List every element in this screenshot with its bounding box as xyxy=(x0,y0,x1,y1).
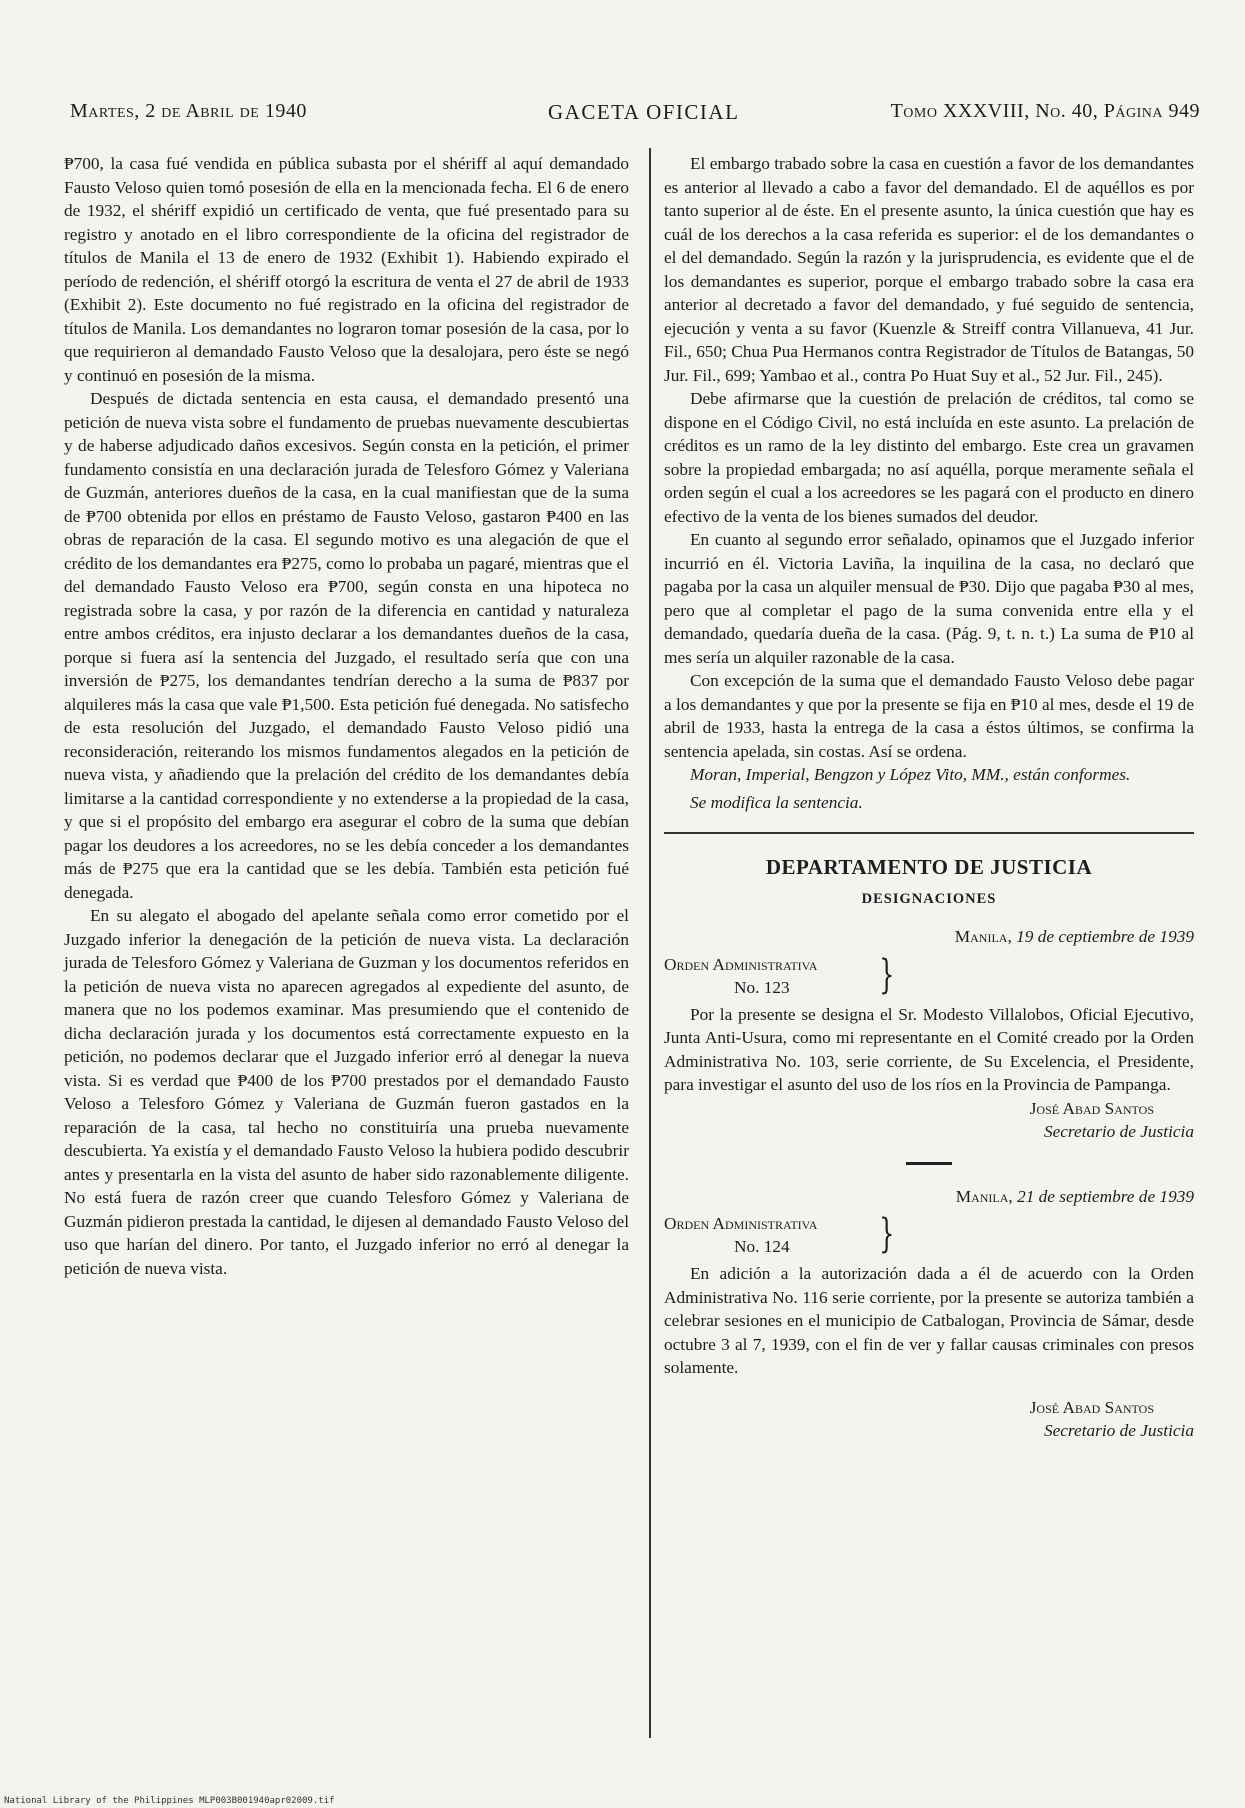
column-divider xyxy=(649,148,651,1738)
order-body: En adición a la autorización dada a él de acuerdo con la Orden Administrativa No. 116 serie corriente, por la presente se autoriza también a celebrar sesiones en el municipio de Catbalogan, Provincia de Sámar, desde octubre 3 al 7, 1939, con el fin de ver y fallar causas criminales con presos solamente. xyxy=(664,1264,1194,1377)
administrative-order xyxy=(664,925,1194,1144)
order-heading xyxy=(664,953,1194,1001)
right-paragraph: El embargo trabado sobre la casa en cuestión a favor de los demandantes es anterior al llevado a cabo a favor del demandado. El de aquéllos es por tanto superior al de éste. En el presente asunto, la única cuestión que hay es cuál de los derechos a la casa referida es superior: el de los demandantes o el del demandado. Según la razón y la jurisprudencia, es evidente que el de los demandantes es superior, porque el embargo trabado sobre la casa era anterior al decretado a favor del demandado, y fué seguido de sentencia, ejecución y venta a su favor (Kuenzle & Streiff contra Villanueva, 41 Jur. Fil., 650; Chua Pua Hermanos contra Registrador de Títulos de Batangas, 50 Jur. Fil., 699; Yambao et al., contra Po Huat Suy et al., 52 Jur. Fil., 245). xyxy=(664,154,1194,385)
administrative-order xyxy=(664,1185,1194,1443)
header-volume-page: Tomo XXXVIII, No. 40, Página 949 xyxy=(890,100,1200,122)
order-signer-title: Secretario de Justicia xyxy=(1043,1421,1194,1440)
order-heading xyxy=(664,1212,1194,1260)
order-signer: José Abad Santos xyxy=(1029,1098,1154,1118)
order-separator xyxy=(906,1162,952,1165)
order-label: Orden Administrativa xyxy=(664,954,818,974)
page-header xyxy=(70,100,1200,130)
right-paragraph: Con excepción de la suma que el demandado Fausto Veloso debe pagar a los demandantes y que por la presente se fija en ₱10 al mes, desde el 19 de abril de 1933, hasta la entrega de la casa a éstos últimos, se confirma la sentencia apelada, sin costas. Así se ordena. xyxy=(664,671,1194,761)
order-label: Orden Administrativa xyxy=(664,1214,818,1233)
archive-stamp: National Library of the Philippines MLP003B001940apr02009.tif xyxy=(4,1796,335,1806)
header-publication: GACETA OFICIAL xyxy=(548,100,740,124)
left-paragraph: Después de dictada sentencia en esta causa, el demandado presentó una petición de nueva vista sobre el fundamento de pruebas nuevamente descubiertas y de haberse adjudicado daños excesivos. Según consta en la petición, el primer fundamento consistía en una declaración jurada de Telesforo Gómez y Valeriana de Guzmán, anteriores dueños de la casa, en la cual manifiestan que de la suma de ₱700 obtenida por ellos en préstamo de Fausto Veloso, gastaron ₱400 en las obras de reparación de la casa. El segundo motivo es una alegación de que el crédito de los demandantes era ₱275, como lo probaba un pagaré, mientras que el del demandado Fausto Veloso era ₱700, según consta en una hipoteca no registrada sobre la casa, y por razón de la diferencia en cantidad y naturaleza entre ambos créditos, era injusto declarar a los demandantes dueños de la casa, porque si fuera así la sentencia del Juzgado, el resultado sería que con una inversión de ₱275, los demandantes tendrían derecho a la suma de ₱837 por alquileres más la casa que vale ₱1,500. Esta petición fué denegada. No satisfecho de esta resolución del Juzgado, el demandado Fausto Veloso pidió una reconsideración, reiterando los mismos fundamentos alegados en la petición de nueva vista, y añadiendo que la prelación del crédito de los demandantes debía limitarse a la cantidad correspondiente y no extenderse a la propiedad de la casa, y que si el propósito del embargo era asegurar el cobro de la suma que debían pagar los deudores a los acreedores, no se les debía conceder a los demandantes más de ₱275 que era la cantidad que se les debía. También esta petición fué denegada. xyxy=(64,389,629,902)
right-column xyxy=(664,152,1194,1443)
order-signer: José Abad Santos xyxy=(1029,1397,1154,1417)
order-body: Por la presente se designa el Sr. Modesto Villalobos, Oficial Ejecutivo, Junta Anti-Usura, como mi representante en el Comité creado por la Orden Administrativa No. 103, serie corriente, de Su Excelencia, el Presidente, para investigar el asunto del uso de los ríos en la Provincia de Pampanga. xyxy=(664,1004,1194,1094)
header-date: Martes, 2 de Abril de 1940 xyxy=(70,100,307,122)
right-paragraph: Debe afirmarse que la cuestión de prelación de créditos, tal como se dispone en el Código Civil, no está incluída en este asunto. La prelación de créditos es un ramo de la ley distinto del embargo. Este crea un gravamen sobre la propiedad embargada; no así aquélla, porque meramente señala el orden según el cual a los acreedores se les pagará con el producto en dinero efectivo de la venta de los bienes sumados del deudor. xyxy=(664,389,1194,526)
brace-glyph: } xyxy=(879,951,895,998)
department-title: DEPARTAMENTO DE JUSTICIA xyxy=(765,855,1093,879)
left-paragraph: En su alegato el abogado del apelante señala como error cometido por el Juzgado inferior la denegación de la petición de nueva vista. La declaración jurada de Telesforo Gómez y Valeriana de Guzman y los documentos referidos en la petición de nueva vista no aparecen agregados al expediente del asunto, de manera que no los podemos examinar. Mas presumiendo que el contenido de dicha declaración jurada y los documentos está correctamente expuesto en la petición, no podemos declarar que el Juzgado inferior erró al denegar la nueva vista. Si es verdad que ₱400 de los ₱700 prestados por el demandado Fausto Veloso a Telesforo Gómez y Valeriana de Guzmán fueron gastados en la reparación de la casa, tal hecho no constituiría una prueba nuevamente descubierta. Ya existía y el demandado Fausto Veloso la hubiera podido descubrir antes y presentarla en la vista del asunto de haber sido razonablemente diligente. No está fuera de razón creer que cuando Telesforo Gómez y Valeriana de Guzmán pidieron prestada la cantidad, le dijesen al demandado Fausto Veloso del uso que harían del dinero. Por tanto, el Juzgado inferior no erró al denegar la petición de nueva vista. xyxy=(64,906,629,1278)
order-dateline xyxy=(664,1185,1194,1209)
order-number: No. 124 xyxy=(734,1237,790,1256)
order-number: No. 123 xyxy=(734,977,790,997)
result-line: Se modifica la sentencia. xyxy=(690,792,863,812)
right-paragraph: En cuanto al segundo error señalado, opinamos que el Juzgado inferior incurrió en él. Victoria Laviña, la inquilina de la casa, no declaró que pagaba por la casa un alquiler mensual de ₱30. Dijo que pagaba ₱30 al mes, pero que al completar el pago de la suma convenida entre ella y el demandado, quedaría dueña de la casa. (Pág. 9, t. n. t.) La suma de ₱10 al mes sería un alquiler razonable de la casa. xyxy=(664,530,1194,667)
brace-glyph: } xyxy=(879,1211,895,1257)
order-date: 19 de ceptiembre de 1939 xyxy=(1016,927,1194,946)
order-city: Manila, xyxy=(954,927,1012,946)
left-column xyxy=(64,152,629,1280)
order-signer-title: Secretario de Justicia xyxy=(1043,1122,1194,1141)
left-paragraph: ₱700, la casa fué vendida en pública subasta por el shériff al aquí demandado Fausto Veloso quien tomó posesión de ella en la mencionada fecha. El 6 de enero de 1932, el shériff expidió un certificado de venta, que fué presentado para su registro y anotado en el libro correspondiente de la oficina del registrador de títulos de Manila el 13 de enero de 1932 (Exhibit 1). Habiendo expirado el período de redención, el shériff otorgó la escritura de venta el 27 de abril de 1933 (Exhibit 2). Este documento no fué registrado en la oficina del registrador de títulos de Manila. Los demandantes no lograron tomar posesión de la casa, por lo que requirieron al demandado Fausto Veloso que la desalojara, pero éste se negó y continuó en posesión de la misma. xyxy=(64,154,629,385)
order-date: 21 de septiembre de 1939 xyxy=(1017,1186,1194,1206)
section-rule xyxy=(664,832,1194,834)
concurrence-line: Moran, Imperial, Bengzon y López Vito, MM., están conformes. xyxy=(690,765,1131,784)
order-dateline xyxy=(664,925,1194,949)
order-city: Manila, xyxy=(955,1186,1013,1206)
section-subtitle: DESIGNACIONES xyxy=(861,890,997,907)
